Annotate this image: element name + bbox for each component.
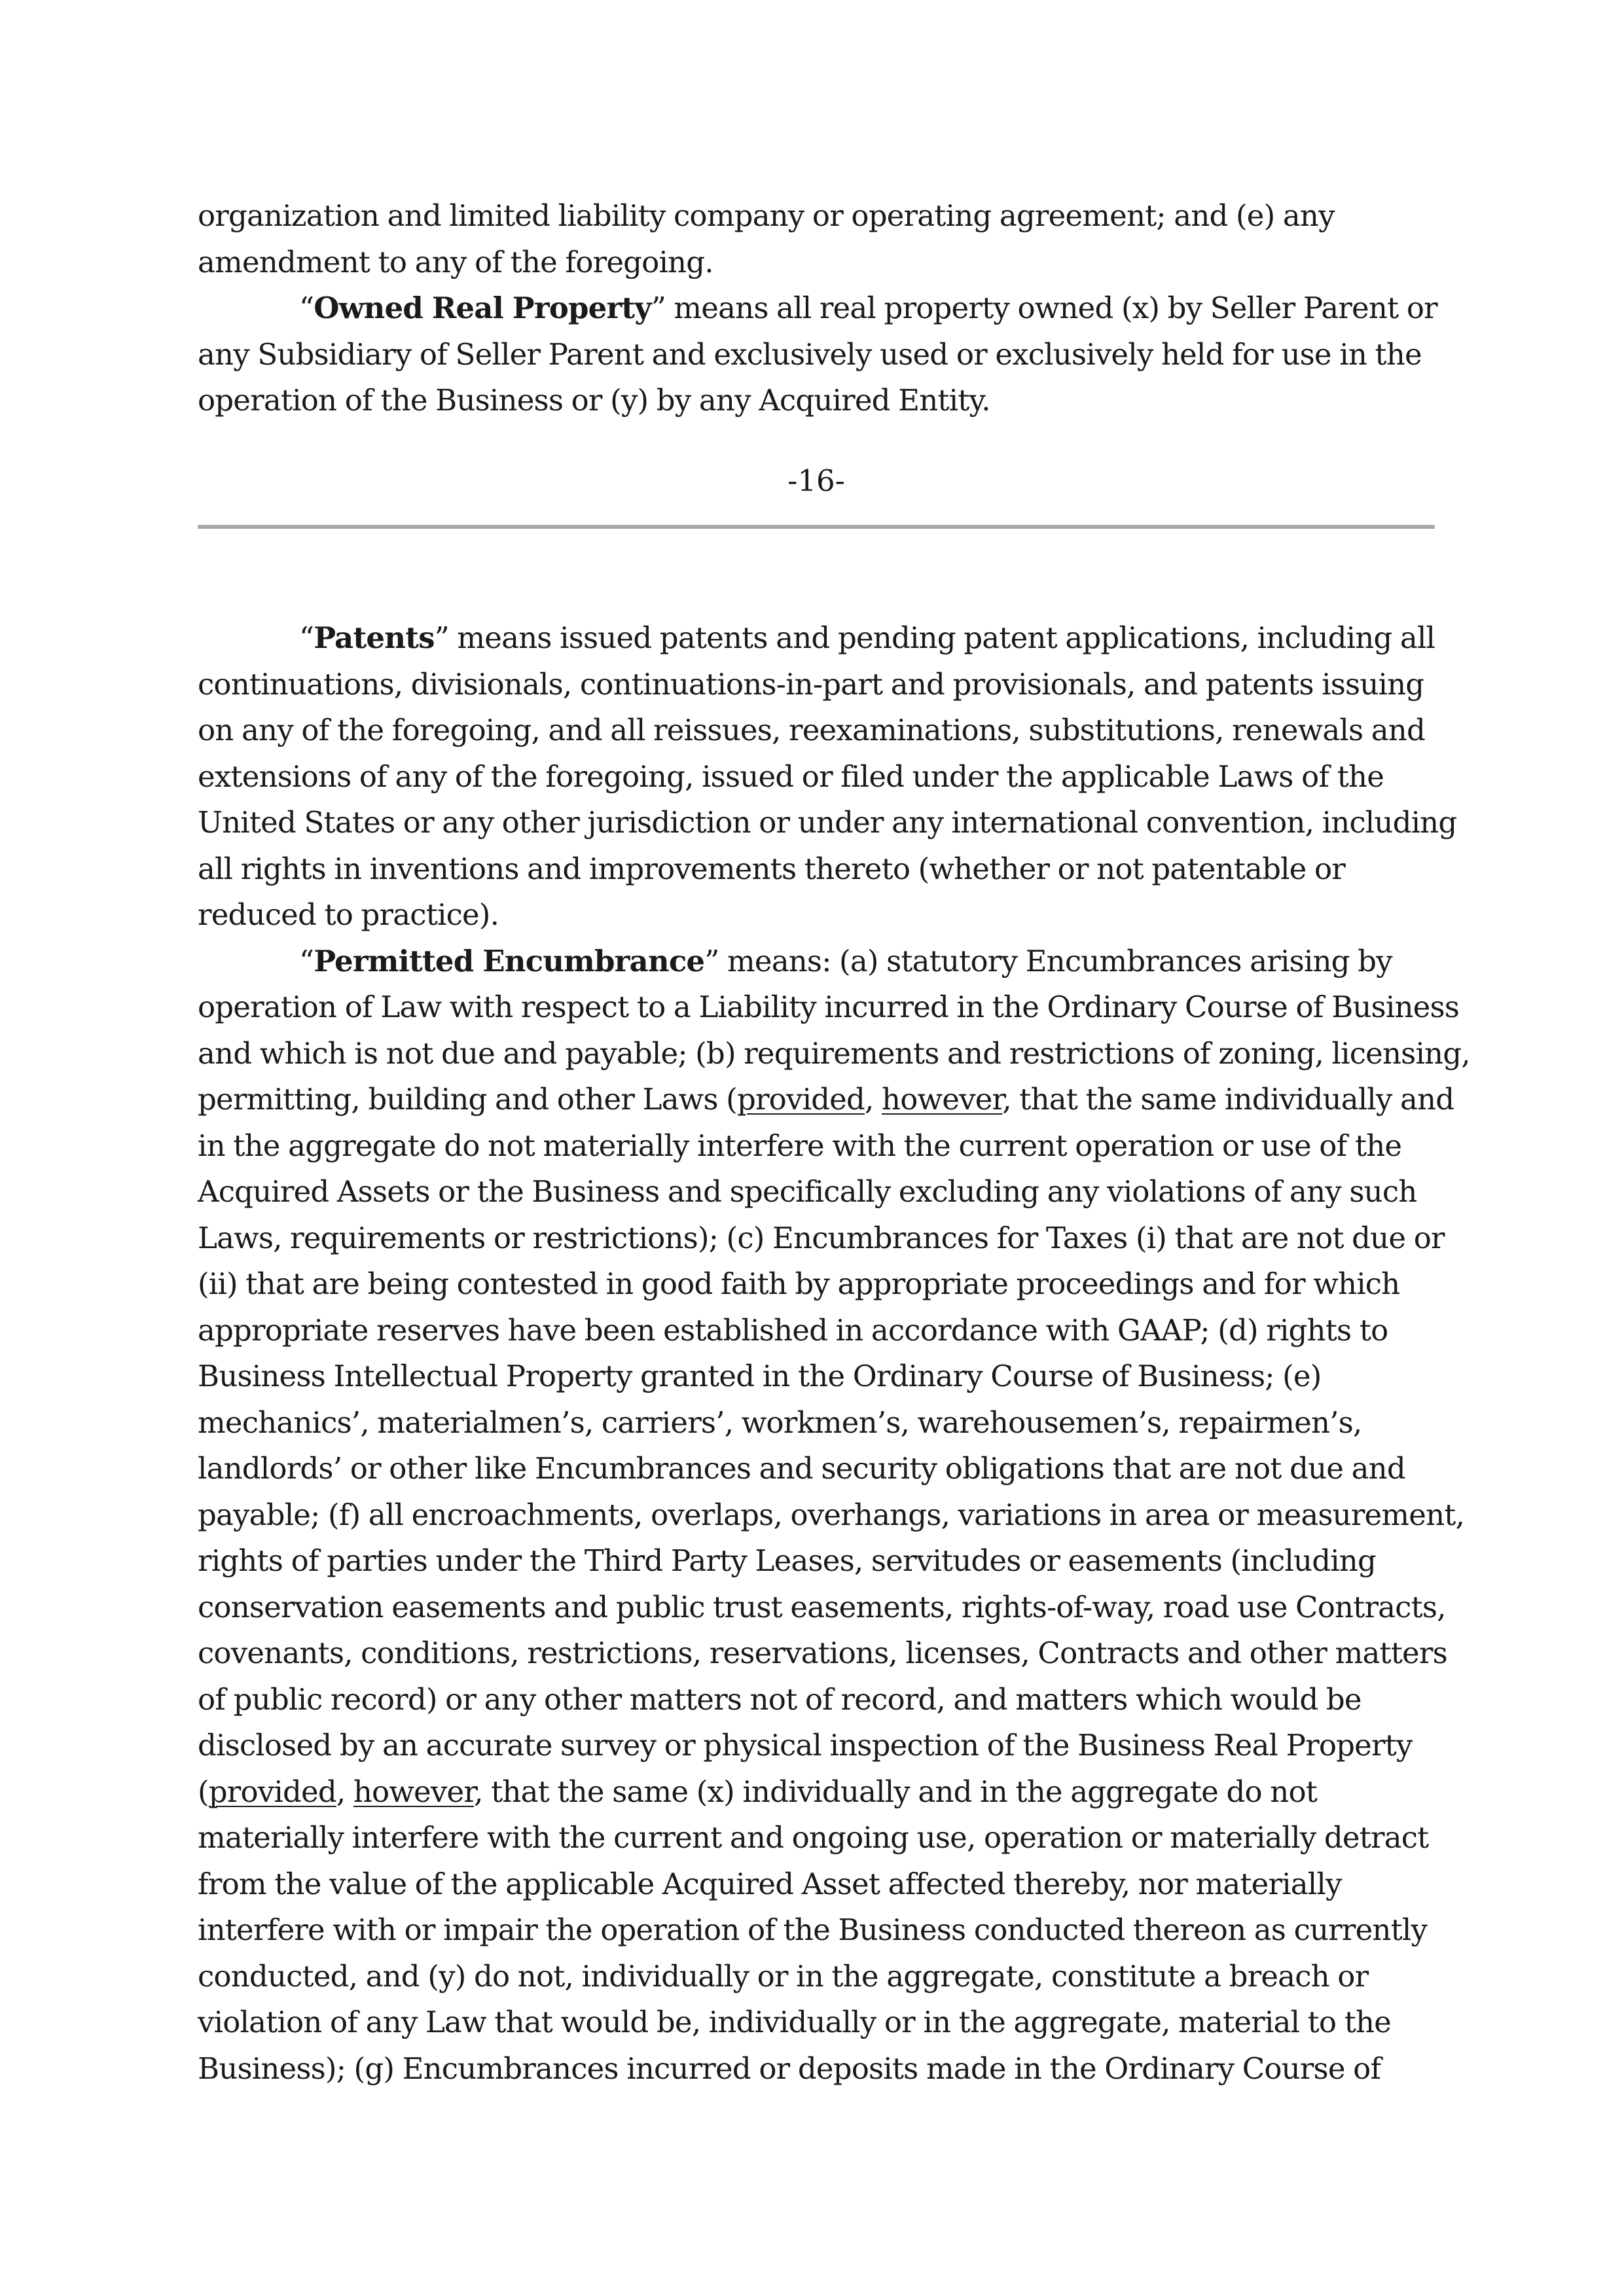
text-line: materially interfere with the current and ongoing use, operation or materially detract bbox=[198, 1820, 1429, 1855]
text-line: all rights in inventions and improvements thereto (whether or not patentable or bbox=[198, 851, 1346, 886]
close-quote: ” bbox=[651, 291, 666, 325]
text-segment: , that the same (x) individually and in the aggregate do not bbox=[474, 1774, 1318, 1809]
text-line: organization and limited liability company or operating agreement; and (e) any bbox=[198, 198, 1335, 233]
text-segment: , that the same individually and bbox=[1002, 1082, 1454, 1117]
close-quote: ” bbox=[704, 943, 719, 978]
definition-patents bbox=[198, 615, 1435, 662]
text-line: disclosed by an accurate survey or physical inspection of the Business Real Property bbox=[198, 1728, 1413, 1763]
text-segment: permitting, building and other Laws ( bbox=[198, 1082, 737, 1117]
text-line: from the value of the applicable Acquired Asset affected thereby, nor materially bbox=[198, 1866, 1342, 1901]
text-line: on any of the foregoing, and all reissues, reexaminations, substitutions, renewals and bbox=[198, 713, 1425, 747]
text-line: in the aggregate do not materially interfere with the current operation or use of the bbox=[198, 1128, 1402, 1163]
text-line bbox=[198, 1077, 1454, 1123]
text-line: Business); (g) Encumbrances incurred or deposits made in the Ordinary Course of bbox=[198, 2051, 1381, 2086]
open-quote: “ bbox=[299, 943, 314, 978]
text-line: conducted, and (y) do not, individually or in the aggregate, constitute a breach or bbox=[198, 1958, 1369, 1994]
page-number: -16- bbox=[787, 463, 845, 498]
underlined-however: however bbox=[353, 1774, 475, 1809]
text-line: conservation easements and public trust easements, rights-of-way, road use Contracts, bbox=[198, 1589, 1446, 1624]
definition-permitted-encumbrance bbox=[198, 939, 1435, 985]
text-line: extensions of any of the foregoing, issued or filed under the applicable Laws of the bbox=[198, 759, 1384, 794]
defined-term: Permitted Encumbrance bbox=[314, 943, 705, 978]
text-segment: ( bbox=[198, 1774, 209, 1809]
text-line: covenants, conditions, restrictions, reservations, licenses, Contracts and other matters bbox=[198, 1636, 1447, 1670]
text-line: Laws, requirements or restrictions); (c) Encumbrances for Taxes (i) that are not due or bbox=[198, 1220, 1445, 1255]
open-quote: “ bbox=[299, 620, 314, 655]
underlined-provided: provided bbox=[736, 1082, 865, 1117]
text-segment: , bbox=[336, 1774, 353, 1809]
defined-term: Owned Real Property bbox=[314, 291, 651, 325]
text-line: rights of parties under the Third Party Leases, servitudes or easements (including bbox=[198, 1543, 1376, 1578]
underlined-however: however bbox=[882, 1082, 1003, 1117]
text-line: Business Intellectual Property granted in the Ordinary Course of Business; (e) bbox=[198, 1359, 1322, 1393]
text-line: (ii) that are being contested in good faith by appropriate proceedings and for which bbox=[198, 1266, 1400, 1301]
text-line: of public record) or any other matters not of record, and matters which would be bbox=[198, 1681, 1362, 1717]
text-line: operation of Law with respect to a Liability incurred in the Ordinary Course of Business bbox=[198, 990, 1460, 1024]
definition-owned-real-property bbox=[198, 285, 1435, 332]
text-line: reduced to practice). bbox=[198, 897, 499, 932]
page-break-divider bbox=[198, 525, 1435, 529]
text-line: landlords’ or other like Encumbrances and security obligations that are not due and bbox=[198, 1451, 1405, 1486]
text-line: payable; (f) all encroachments, overlaps, overhangs, variations in area or measurement, bbox=[198, 1497, 1465, 1532]
text-line: Acquired Assets or the Business and specifically excluding any violations of any such bbox=[198, 1174, 1417, 1209]
text-line: and which is not due and payable; (b) requirements and restrictions of zoning, licensing, bbox=[198, 1035, 1470, 1071]
top-text-block bbox=[198, 193, 1435, 424]
text-line bbox=[198, 1769, 1435, 1816]
text-line: any Subsidiary of Seller Parent and exclusively used or exclusively held for use in the bbox=[198, 336, 1422, 372]
text-line: mechanics’, materialmen’s, carriers’, workmen’s, warehousemen’s, repairmen’s, bbox=[198, 1405, 1362, 1440]
bottom-text-block bbox=[198, 615, 1470, 2092]
text-line: continuations, divisionals, continuations-in-part and provisionals, and patents issuing bbox=[198, 666, 1424, 702]
open-quote: “ bbox=[299, 291, 314, 325]
definition-text: means: (a) statutory Encumbrances arising by bbox=[719, 943, 1392, 978]
definition-text: means issued patents and pending patent applications, including all bbox=[448, 620, 1435, 655]
text-line: United States or any other jurisdiction or under any international convention, including bbox=[198, 805, 1457, 840]
text-line: operation of the Business or (y) by any Acquired Entity. bbox=[198, 383, 990, 418]
close-quote: ” bbox=[434, 620, 449, 655]
text-line: interfere with or impair the operation of the Business conducted thereon as currently bbox=[198, 1912, 1428, 1947]
text-segment: , bbox=[865, 1082, 882, 1117]
text-line: appropriate reserves have been established in accordance with GAAP; (d) rights to bbox=[198, 1312, 1388, 1348]
text-line: violation of any Law that would be, individually or in the aggregate, material to the bbox=[198, 2005, 1391, 2039]
text-line: amendment to any of the foregoing. bbox=[198, 244, 713, 279]
defined-term: Patents bbox=[314, 620, 435, 655]
underlined-provided: provided bbox=[208, 1774, 336, 1809]
definition-text: means all real property owned (x) by Seller Parent or bbox=[665, 291, 1437, 325]
